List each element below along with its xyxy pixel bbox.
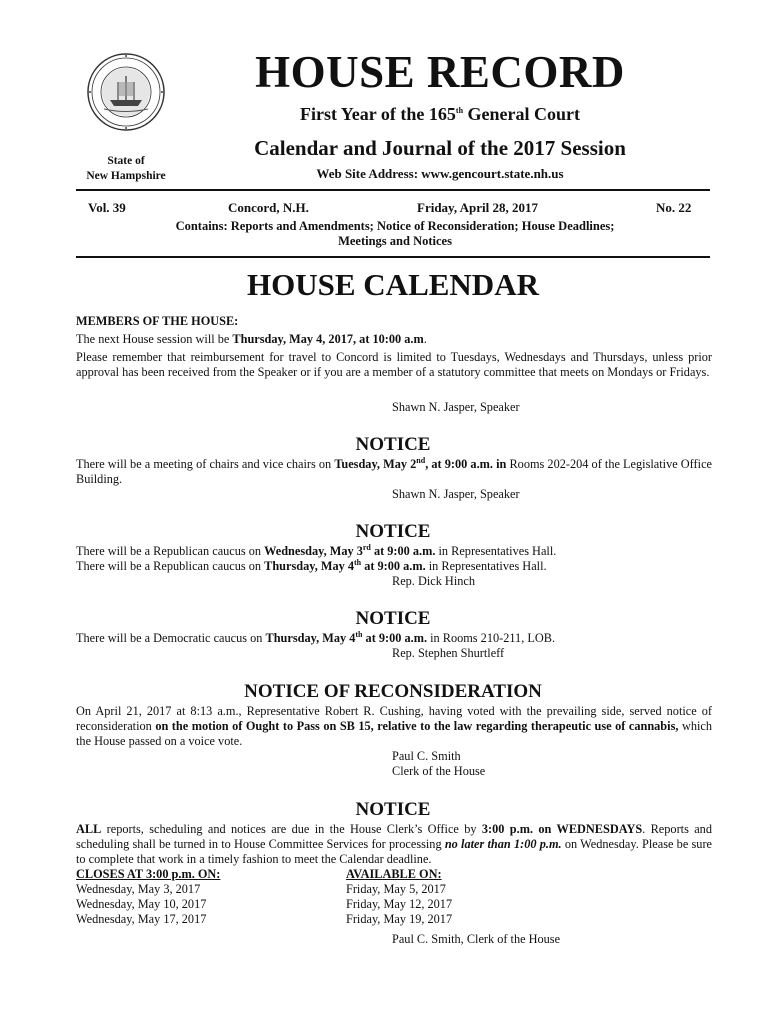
reimbursement-text: Please remember that reimbursement for travel to Concord is limited to Tuesdays, Wednesdays and Thursdays, unless prior approval has been received from the Speaker or if you are a member of a statutory committee that meets on Mondays or Fridays. — [76, 350, 712, 379]
speaker-signature: Shawn N. Jasper, Speaker — [392, 400, 520, 414]
issue-number: No. 22 — [656, 200, 692, 215]
publication-date: Friday, April 28, 2017 — [417, 200, 538, 215]
seal-caption-state: State of — [107, 155, 145, 167]
democratic-caucus-text: There will be a Democratic caucus on Thursday, May 4th at 9:00 a.m. in Rooms 210-211, LOB. — [76, 629, 556, 645]
available-header: AVAILABLE ON: — [346, 867, 442, 881]
reconsideration-text: On April 21, 2017 at 8:13 a.m., Representative Robert R. Cushing, having voted with the prevailing side, served notice of reconsideration on the motion of Ought to Pass on SB 15, relative to the law regarding therapeutic use of cannabis, which the House passed on a voice vote. — [76, 704, 712, 748]
members-heading: MEMBERS OF THE HOUSE: — [76, 314, 239, 328]
speaker-signature: Shawn N. Jasper, Speaker — [392, 487, 520, 501]
closes-column — [76, 867, 220, 927]
deadline-text: ALL reports, scheduling and notices are due in the House Clerk’s Office by 3:00 p.m. on WEDNESDAYS. Reports and scheduling shall be turned in to House Committee Services for processing no later than 1:00 p.m. on Wednesday. Please be sure to complete that work in a timely fashion to meet the Calendar deadline. — [76, 822, 713, 866]
notice-heading: NOTICE — [355, 521, 431, 542]
header-rule-bottom — [76, 256, 710, 258]
hinch-signature: Rep. Dick Hinch — [392, 574, 475, 588]
contents-summary: Contains: Reports and Amendments; Notice of Reconsideration; House Deadlines; Meetings and Notices — [175, 219, 615, 248]
seal-caption-name: New Hampshire — [86, 170, 166, 182]
notice-heading: NOTICE — [355, 799, 431, 820]
clerk-signature-title: Clerk of the House — [392, 764, 486, 778]
notice-heading: NOTICE — [355, 434, 431, 455]
closes-header: CLOSES AT 3:00 p.m. ON: — [76, 867, 221, 881]
publication-title: HOUSE RECORD — [255, 47, 625, 97]
shurtleff-signature: Rep. Stephen Shurtleff — [392, 646, 505, 660]
closes-date: Wednesday, May 10, 2017 — [76, 897, 207, 911]
website-address: Web Site Address: www.gencourt.state.nh.us — [316, 166, 564, 181]
session-title: Calendar and Journal of the 2017 Session — [254, 136, 626, 160]
available-date: Friday, May 19, 2017 — [346, 912, 453, 926]
publication-place: Concord, N.H. — [228, 200, 309, 215]
clerk-signature: Paul C. Smith, Clerk of the House — [392, 932, 561, 946]
available-date: Friday, May 5, 2017 — [346, 882, 446, 896]
republican-caucus-text: There will be a Republican caucus on Thursday, May 4th at 9:00 a.m. in Representatives Hall. — [76, 557, 547, 573]
closes-date: Wednesday, May 3, 2017 — [76, 882, 201, 896]
available-column — [346, 867, 452, 927]
publication-subtitle: First Year of the 165th General Court — [299, 104, 581, 124]
house-calendar-heading: HOUSE CALENDAR — [247, 267, 539, 302]
chairs-meeting-text: There will be a meeting of chairs and vice chairs on Tuesday, May 2nd, at 9:00 a.m. in Rooms 202-204 of the Legislative Office Building. — [76, 455, 712, 486]
volume-number: Vol. 39 — [88, 200, 126, 215]
reconsideration-heading: NOTICE OF RECONSIDERATION — [244, 681, 542, 702]
state-seal-logo — [86, 52, 166, 132]
available-date: Friday, May 12, 2017 — [346, 897, 453, 911]
closes-date: Wednesday, May 17, 2017 — [76, 912, 207, 926]
notice-heading: NOTICE — [355, 608, 431, 629]
next-session-text: The next House session will be Thursday, May 4, 2017, at 10:00 a.m. — [76, 332, 427, 346]
republican-caucus-text: There will be a Republican caucus on Wednesday, May 3rd at 9:00 a.m. in Representatives Hall. — [76, 542, 557, 558]
clerk-signature-name: Paul C. Smith — [392, 749, 461, 763]
header-rule-top — [76, 189, 710, 191]
